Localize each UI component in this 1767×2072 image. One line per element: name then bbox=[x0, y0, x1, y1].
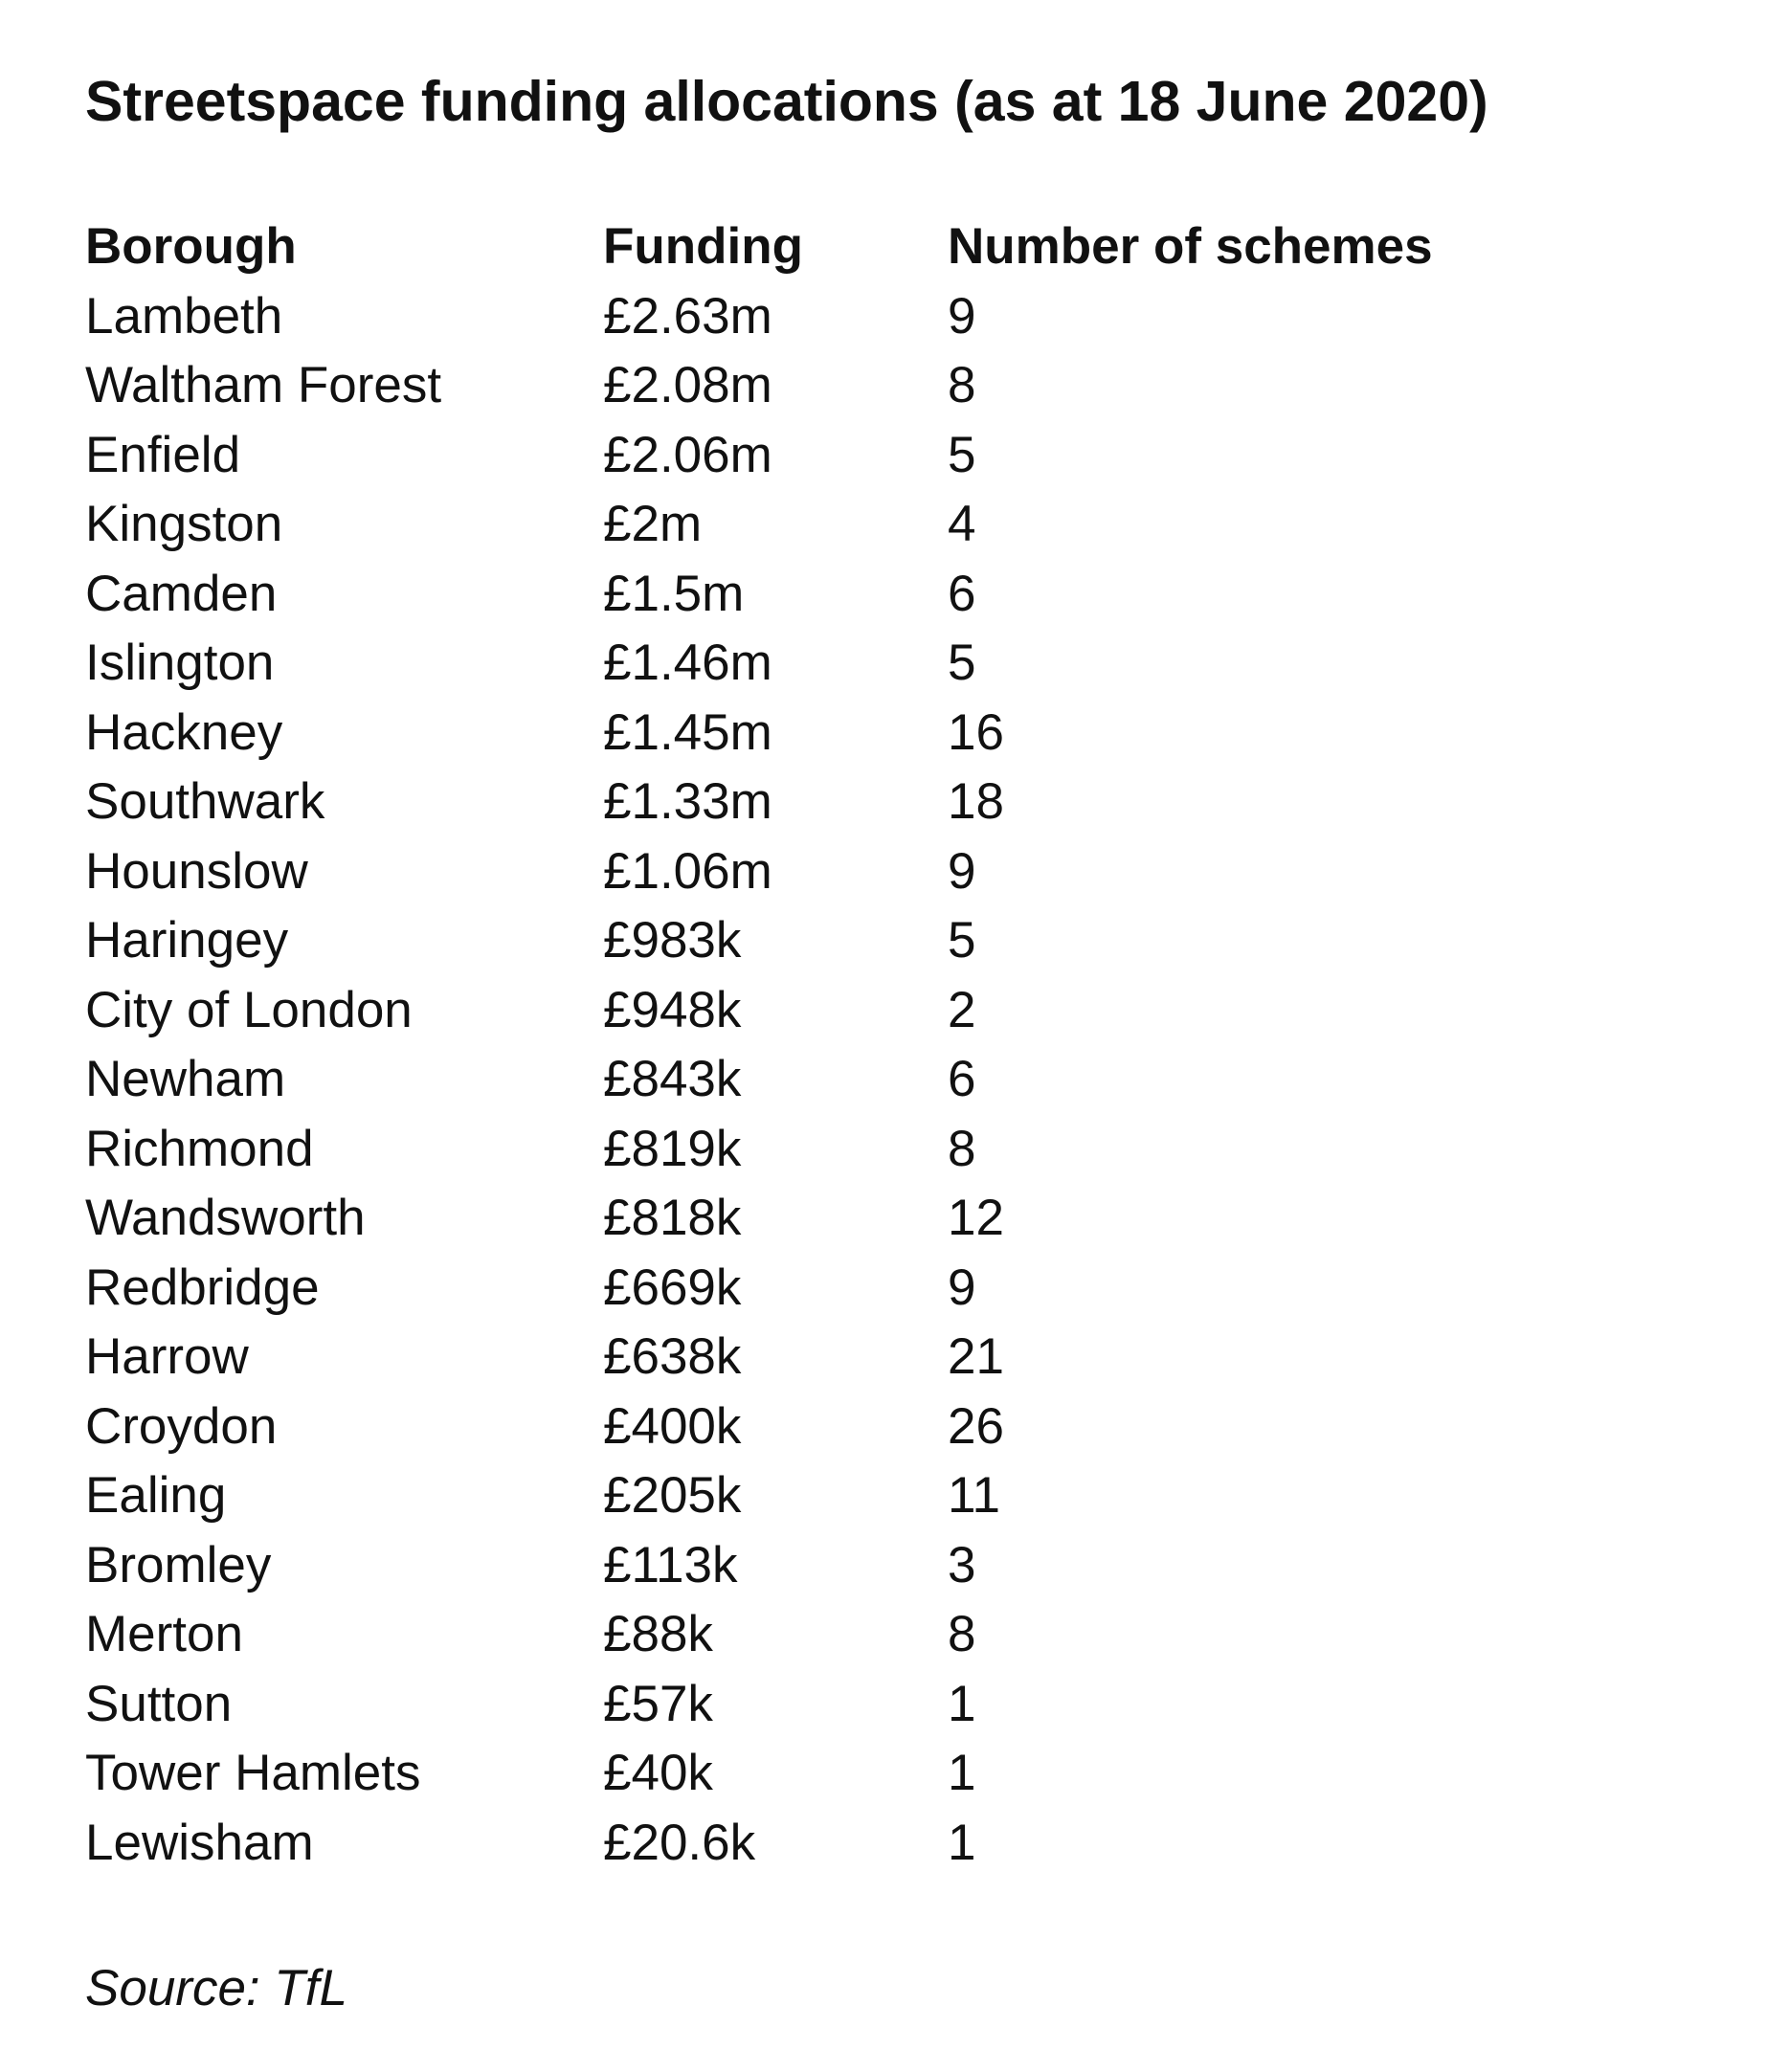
borough-cell: Tower Hamlets bbox=[85, 1745, 421, 1801]
table-row bbox=[85, 490, 1522, 560]
schemes-cell: 21 bbox=[948, 1328, 1004, 1385]
funding-cell: £2m bbox=[603, 496, 703, 552]
schemes-cell: 11 bbox=[948, 1467, 1001, 1524]
table-row bbox=[85, 560, 1522, 630]
borough-cell: Richmond bbox=[85, 1120, 314, 1177]
funding-cell: £88k bbox=[603, 1606, 713, 1662]
funding-table bbox=[85, 212, 1522, 1878]
funding-cell: £113k bbox=[603, 1536, 738, 1593]
funding-cell: £40k bbox=[603, 1745, 713, 1801]
schemes-cell: 16 bbox=[948, 703, 1004, 761]
table-header bbox=[85, 212, 1522, 282]
funding-cell: £818k bbox=[603, 1190, 742, 1246]
borough-cell: Merton bbox=[85, 1606, 243, 1662]
funding-cell: £983k bbox=[603, 912, 742, 969]
funding-cell: £205k bbox=[603, 1467, 742, 1524]
schemes-cell: 9 bbox=[948, 287, 976, 345]
borough-cell: Lambeth bbox=[85, 287, 283, 345]
funding-cell: £2.63m bbox=[603, 287, 772, 345]
schemes-cell: 3 bbox=[948, 1536, 976, 1593]
schemes-cell: 6 bbox=[948, 1051, 976, 1107]
schemes-cell: 18 bbox=[948, 773, 1004, 830]
schemes-cell: 9 bbox=[948, 1259, 976, 1316]
table-row bbox=[85, 1461, 1522, 1531]
schemes-cell: 5 bbox=[948, 635, 976, 691]
funding-cell: £1.06m bbox=[603, 842, 772, 900]
table-row bbox=[85, 1809, 1522, 1879]
funding-cell: £638k bbox=[603, 1328, 742, 1385]
borough-cell: Waltham Forest bbox=[85, 357, 442, 413]
funding-cell: £57k bbox=[603, 1675, 713, 1732]
table-row bbox=[85, 699, 1522, 769]
borough-cell: Camden bbox=[85, 565, 278, 622]
schemes-cell: 1 bbox=[948, 1814, 976, 1871]
table-row bbox=[85, 629, 1522, 699]
funding-cell: £1.33m bbox=[603, 773, 772, 830]
funding-cell: £1.46m bbox=[603, 635, 772, 691]
table-row bbox=[85, 1670, 1522, 1740]
schemes-cell: 1 bbox=[948, 1745, 976, 1801]
borough-cell: Islington bbox=[85, 635, 275, 691]
schemes-cell: 2 bbox=[948, 981, 976, 1038]
funding-cell: £1.5m bbox=[603, 565, 745, 622]
header-row bbox=[85, 212, 1522, 282]
funding-cell: £400k bbox=[603, 1397, 742, 1455]
schemes-cell: 8 bbox=[948, 1606, 976, 1662]
table-row bbox=[85, 976, 1522, 1046]
table-row bbox=[85, 1045, 1522, 1115]
funding-cell: £819k bbox=[603, 1120, 742, 1177]
table-row bbox=[85, 1739, 1522, 1809]
funding-cell: £2.08m bbox=[603, 357, 772, 413]
borough-cell: Hackney bbox=[85, 703, 283, 761]
schemes-cell: 8 bbox=[948, 1120, 976, 1177]
borough-cell: Haringey bbox=[85, 912, 289, 969]
borough-cell: Bromley bbox=[85, 1536, 272, 1593]
borough-cell: Wandsworth bbox=[85, 1190, 366, 1246]
source-note: Source: TfL bbox=[85, 1960, 347, 2016]
schemes-cell: 9 bbox=[948, 842, 976, 900]
schemes-cell: 5 bbox=[948, 426, 976, 483]
table-row bbox=[85, 1184, 1522, 1254]
borough-cell: Harrow bbox=[85, 1328, 249, 1385]
table-row bbox=[85, 1600, 1522, 1670]
table-row bbox=[85, 351, 1522, 421]
funding-cell: £669k bbox=[603, 1259, 742, 1316]
schemes-cell: 6 bbox=[948, 565, 976, 622]
header-funding: Funding bbox=[603, 218, 803, 275]
table-row bbox=[85, 421, 1522, 491]
borough-cell: Sutton bbox=[85, 1675, 233, 1732]
document bbox=[85, 69, 1712, 2023]
table-row bbox=[85, 906, 1522, 976]
borough-cell: Newham bbox=[85, 1051, 286, 1107]
borough-cell: Lewisham bbox=[85, 1814, 314, 1871]
borough-cell: Kingston bbox=[85, 496, 283, 552]
funding-cell: £948k bbox=[603, 981, 742, 1038]
table-row bbox=[85, 1323, 1522, 1392]
schemes-cell: 5 bbox=[948, 912, 976, 969]
schemes-cell: 26 bbox=[948, 1397, 1004, 1455]
table-body bbox=[85, 282, 1522, 1879]
borough-cell: Redbridge bbox=[85, 1259, 320, 1316]
borough-cell: Enfield bbox=[85, 426, 241, 483]
funding-cell: £843k bbox=[603, 1051, 742, 1107]
borough-cell: Croydon bbox=[85, 1397, 278, 1455]
table-row bbox=[85, 1254, 1522, 1324]
page-title: Streetspace funding allocations (as at 18 June 2020) bbox=[85, 70, 1488, 133]
schemes-cell: 4 bbox=[948, 496, 976, 552]
table-row bbox=[85, 1115, 1522, 1185]
funding-cell: £1.45m bbox=[603, 703, 772, 761]
funding-cell: £2.06m bbox=[603, 426, 772, 483]
borough-cell: Southwark bbox=[85, 773, 325, 830]
borough-cell: Ealing bbox=[85, 1467, 227, 1524]
table-row bbox=[85, 1531, 1522, 1601]
funding-cell: £20.6k bbox=[603, 1814, 756, 1871]
schemes-cell: 8 bbox=[948, 357, 976, 413]
borough-cell: City of London bbox=[85, 981, 413, 1038]
header-borough: Borough bbox=[85, 218, 297, 275]
table-row bbox=[85, 282, 1522, 352]
schemes-cell: 12 bbox=[948, 1190, 1004, 1246]
table-row bbox=[85, 768, 1522, 837]
table-row bbox=[85, 837, 1522, 907]
schemes-cell: 1 bbox=[948, 1675, 976, 1732]
table-row bbox=[85, 1392, 1522, 1462]
header-number-of-schemes: Number of schemes bbox=[948, 218, 1433, 275]
borough-cell: Hounslow bbox=[85, 842, 308, 900]
